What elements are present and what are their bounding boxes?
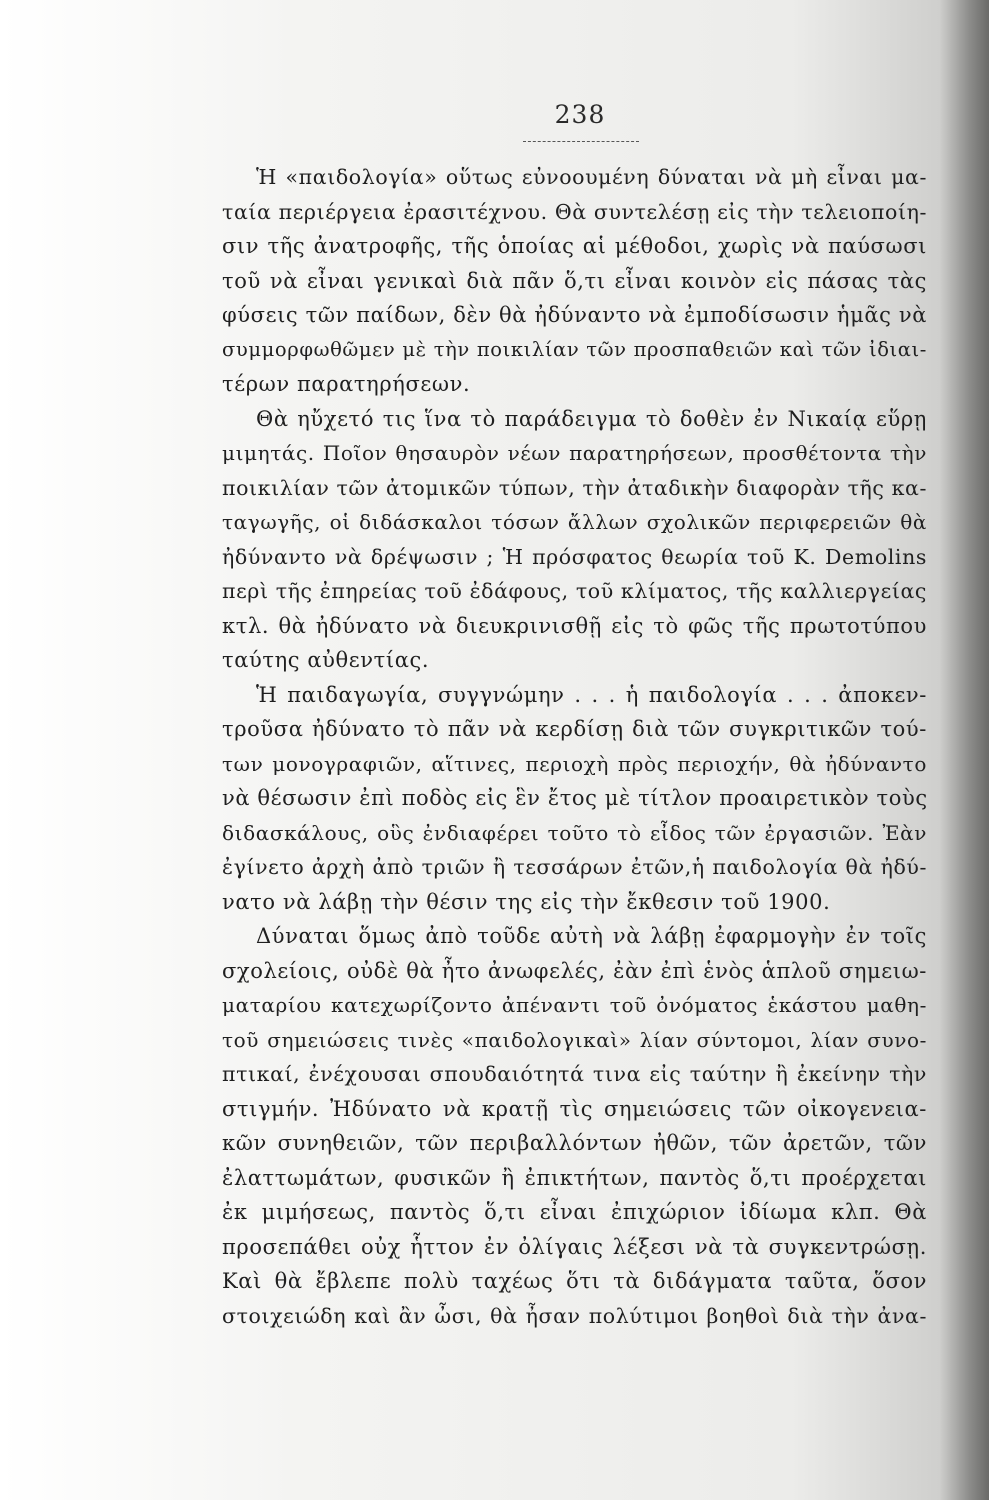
text-line: νατο νὰ λάβῃ τὴν θέσιν της εἰς τὴν ἔκθεσιν τοῦ 1900. (222, 889, 831, 914)
text-line: διδασκάλους, οὓς ἐνδιαφέρει τοῦτο τὸ εἶδος τῶν ἐργασιῶν. Ἐὰν (222, 820, 927, 845)
text-line: κτλ. θὰ ἠδύνατο νὰ διευκρινισθῇ εἰς τὸ φῶς τῆς πρωτοτύπου (222, 613, 927, 638)
text-line: ταγωγῆς, οἱ διδάσκαλοι τόσων ἄλλων σχολικῶν περιφερειῶν θὰ (222, 510, 927, 534)
text-line: κῶν συνηθειῶν, τῶν περιβαλλόντων ἠθῶν, τῶν ἀρετῶν, τῶν (222, 1131, 927, 1155)
text-line: μιμητάς. Ποῖον θησαυρὸν νέων παρατηρήσεων, προσθέτοντα τὴν (222, 441, 927, 465)
text-line: στοιχειώδη καὶ ἂν ὦσι, θὰ ἦσαν πολύτιμοι βοηθοὶ διὰ τὴν ἀνα- (222, 1303, 927, 1328)
page-number: 238 (554, 100, 606, 129)
text-line: ταία περιέργεια ἐρασιτέχνου. Θὰ συντελέσῃ εἰς τὴν τελειοποίη- (222, 199, 927, 224)
text-line: ἐγίνετο ἀρχὴ ἀπὸ τριῶν ἢ τεσσάρων ἐτῶν,ἡ παιδολογία θὰ ἠδύ- (222, 855, 927, 879)
text-line: ποικιλίαν τῶν ἀτομικῶν τύπων, τὴν ἀταδικὴν διαφορὰν τῆς κα- (222, 475, 927, 500)
text-line: των μονογραφιῶν, αἵτινες, περιοχὴ πρὸς περιοχήν, θὰ ἠδύναντο (222, 751, 927, 776)
text-line: ἐλαττωμάτων, φυσικῶν ἢ ἐπικτήτων, παντὸς ὅ,τι προέρχεται (222, 1165, 927, 1190)
text-line: προσεπάθει οὐχ ἧττον ἐν ὀλίγαις λέξεσι νὰ τὰ συγκεντρώσῃ. (222, 1234, 927, 1259)
text-line: σχολείοις, οὐδὲ θὰ ἦτο ἀνωφελές, ἐὰν ἐπὶ ἑνὸς ἁπλοῦ σημειω- (222, 958, 927, 983)
text-line: στιγμήν. Ἠδύνατο νὰ κρατῇ τὶς σημειώσεις τῶν οἰκογενεια- (222, 1096, 927, 1121)
text-line: Ἡ παιδαγωγία, συγγνώμην . . . ἡ παιδολογία . . . ἀποκεν- (256, 682, 927, 707)
text-line: Δύναται ὅμως ἀπὸ τοῦδε αὐτὴ νὰ λάβῃ ἐφαρμογὴν ἐν τοῖς (256, 924, 927, 948)
text-line: συμμορφωθῶμεν μὲ τὴν ποικιλίαν τῶν προσπαθειῶν καὶ τῶν ἰδιαι- (222, 337, 927, 361)
text-line: νὰ θέσωσιν ἐπὶ ποδὸς εἰς ἓν ἔτος μὲ τίτλον προαιρετικὸν τοὺς (222, 786, 928, 810)
body-text (222, 160, 927, 1333)
text-line: τοῦ σημειώσεις τινὲς «παιδολογικαὶ» λίαν σύντομοι, λίαν συνο- (222, 1027, 927, 1052)
text-line: Ἡ «παιδολογία» οὕτως εὐνοουμένη δύναται νὰ μὴ εἶναι μα- (256, 165, 927, 189)
text-line: τέρων παρατηρήσεων. (222, 372, 471, 396)
text-line: ἐκ μιμήσεως, παντὸς ὅ,τι εἶναι ἐπιχώριον ἰδίωμα κλπ. Θὰ (222, 1200, 927, 1224)
text-line: Θὰ ηὔχετό τις ἵνα τὸ παράδειγμα τὸ δοθὲν ἐν Νικαίᾳ εὕρῃ (256, 406, 927, 431)
text-line: περὶ τῆς ἐπηρείας τοῦ ἐδάφους, τοῦ κλίματος, τῆς καλλιεργείας (222, 579, 927, 603)
text-line: τοῦ νὰ εἶναι γενικαὶ διὰ πᾶν ὅ,τι εἶναι κοινὸν εἰς πάσας τὰς (222, 268, 927, 293)
text-line: ἠδύναντο νὰ δρέψωσιν ; Ἡ πρόσφατος θεωρία τοῦ Κ. Demolins (222, 544, 927, 569)
text-line: πτικαί, ἐνέχουσαι σπουδαιότητά τινα εἰς ταύτην ἢ ἐκείνην τὴν (222, 1062, 927, 1086)
page-number-rule (523, 141, 639, 142)
text-line: Καὶ θὰ ἔβλεπε πολὺ ταχέως ὅτι τὰ διδάγματα ταῦτα, ὅσον (222, 1269, 927, 1293)
text-line: ταύτης αὐθεντίας. (222, 648, 430, 672)
text-line: φύσεις τῶν παίδων, δὲν θὰ ἠδύναντο νὰ ἐμποδίσωσιν ἡμᾶς νὰ (222, 303, 927, 327)
text-line: σιν τῆς ἀνατροφῆς, τῆς ὁποίας αἱ μέθοδοι, χωρὶς νὰ παύσωσι (222, 234, 927, 258)
text-line: τροῦσα ἠδύνατο τὸ πᾶν νὰ κερδίσῃ διὰ τῶν συγκριτικῶν τού- (222, 717, 927, 741)
text-line: ματαρίου κατεχωρίζοντο ἀπέναντι τοῦ ὀνόματος ἑκάστου μαθη- (222, 993, 927, 1017)
